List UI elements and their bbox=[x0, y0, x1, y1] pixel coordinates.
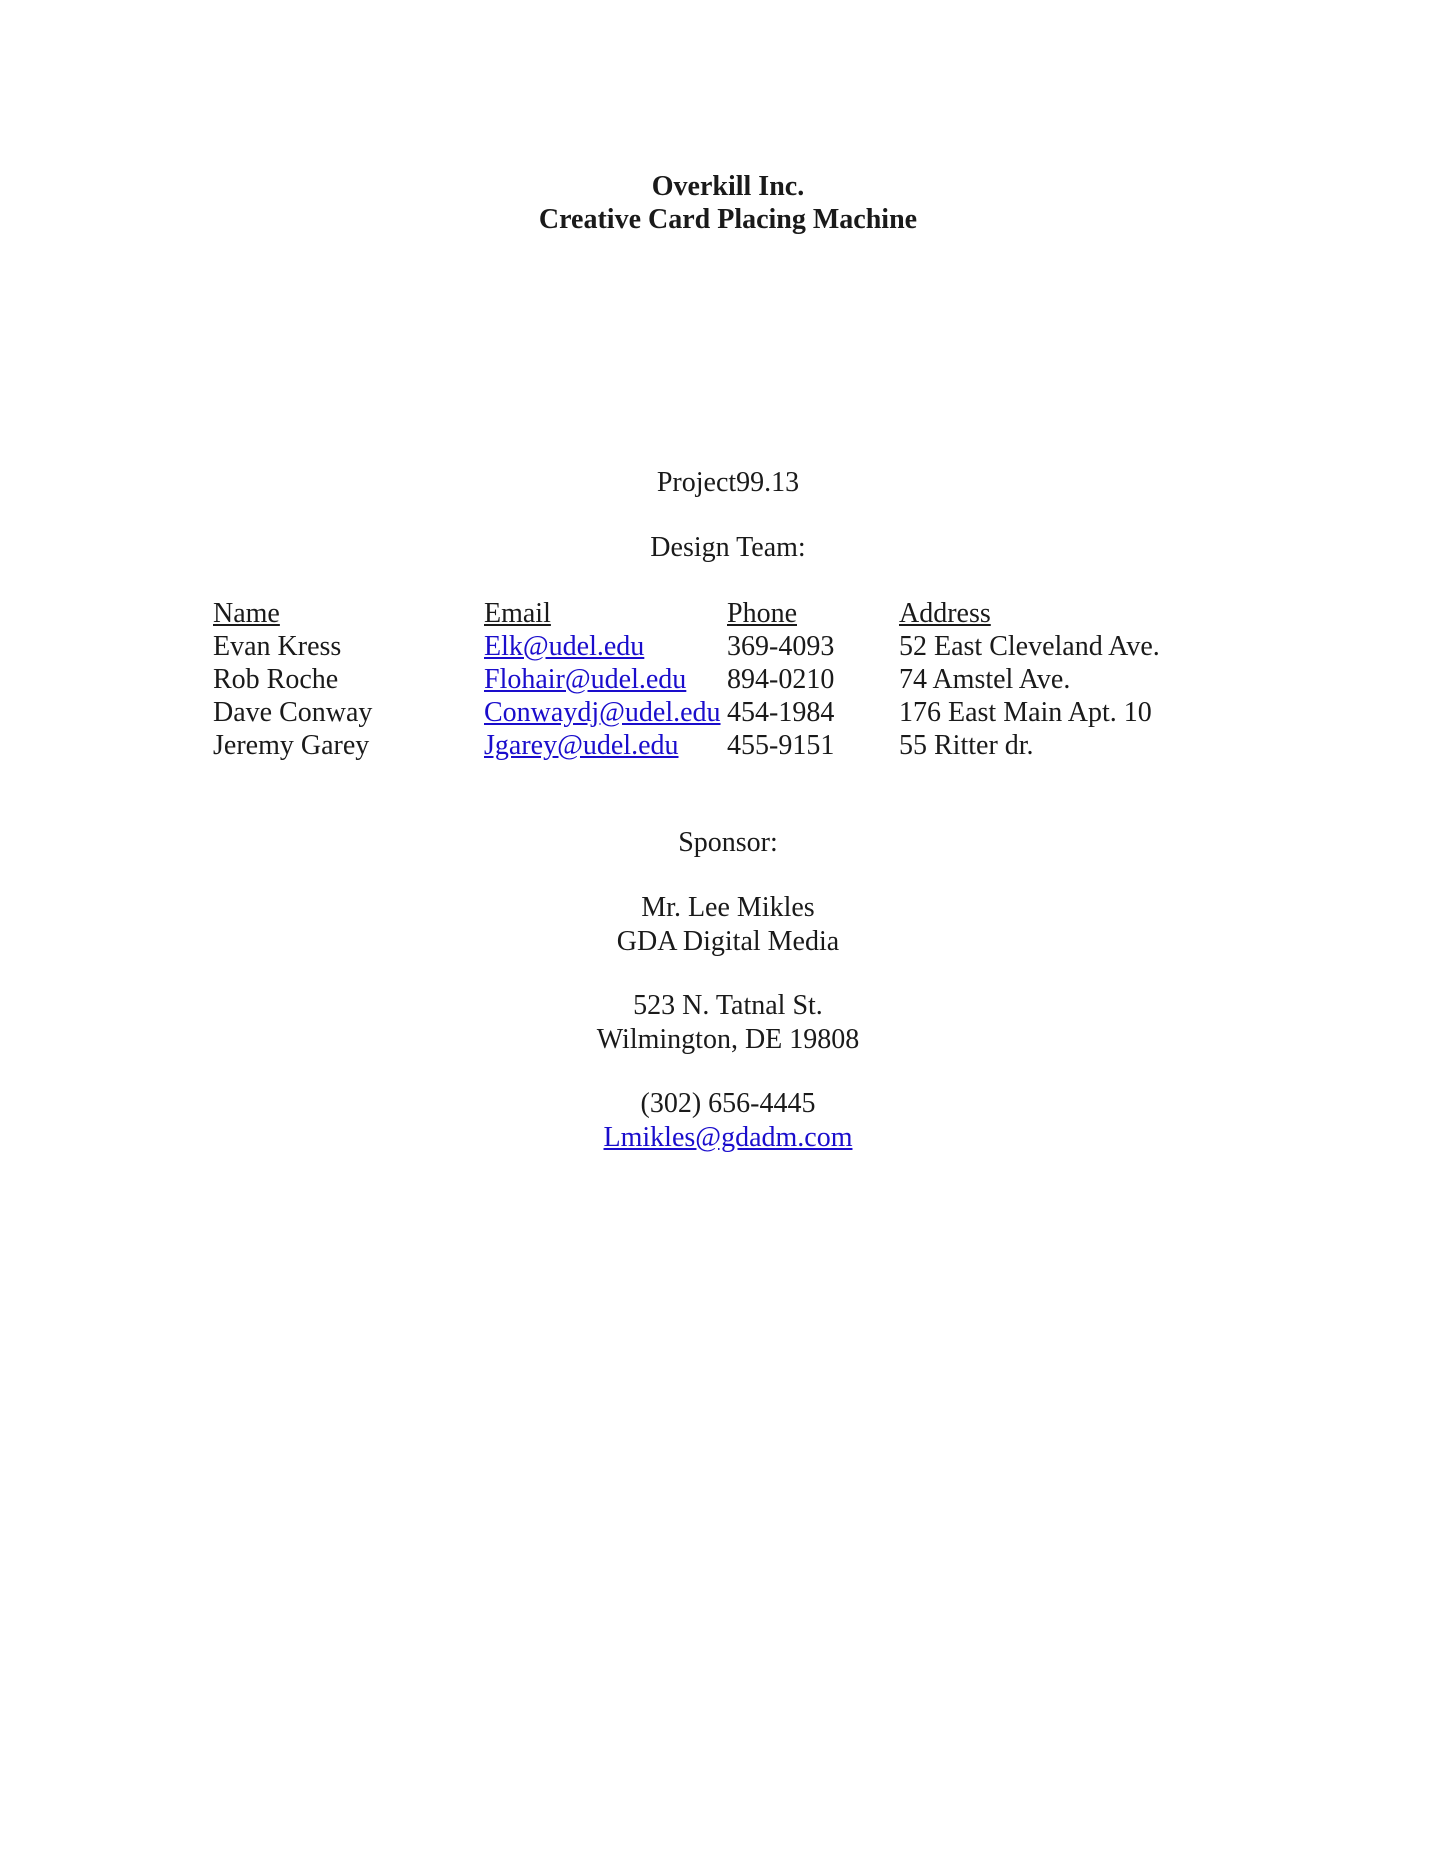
sponsor-identity bbox=[0, 891, 1456, 959]
member-phone: 455-9151 bbox=[727, 730, 835, 761]
member-name: Dave Conway bbox=[213, 697, 373, 728]
design-team-table bbox=[213, 597, 1229, 762]
member-name: Jeremy Garey bbox=[213, 730, 370, 761]
sponsor-contact bbox=[0, 1087, 1456, 1155]
sponsor-label: Sponsor: bbox=[678, 827, 778, 858]
member-email-link[interactable]: Jgarey@udel.edu bbox=[484, 730, 679, 761]
member-email-link[interactable]: Elk@udel.edu bbox=[484, 631, 645, 662]
header-email: Email bbox=[484, 598, 551, 629]
table-row bbox=[213, 663, 1229, 696]
title-block bbox=[0, 170, 1456, 236]
member-name: Rob Roche bbox=[213, 664, 339, 695]
table-header-row bbox=[213, 597, 1229, 630]
member-email-link[interactable]: Flohair@udel.edu bbox=[484, 664, 687, 695]
sponsor-address bbox=[0, 989, 1456, 1057]
header-phone: Phone bbox=[727, 598, 797, 629]
header-address: Address bbox=[899, 598, 991, 629]
sponsor-email-link[interactable]: Lmikles@gdadm.com bbox=[603, 1122, 853, 1153]
sponsor-name: Mr. Lee Mikles bbox=[641, 892, 815, 923]
sponsor-city: Wilmington, DE 19808 bbox=[596, 1024, 860, 1055]
member-address: 52 East Cleveland Ave. bbox=[899, 631, 1160, 662]
sponsor-phone: (302) 656-4445 bbox=[640, 1088, 816, 1119]
member-address: 176 East Main Apt. 10 bbox=[899, 697, 1152, 728]
sponsor-street: 523 N. Tatnal St. bbox=[633, 990, 823, 1021]
table-row bbox=[213, 696, 1229, 729]
table-row bbox=[213, 729, 1229, 762]
company-title: Overkill Inc. bbox=[651, 171, 805, 202]
member-phone: 369-4093 bbox=[727, 631, 835, 662]
member-email-link[interactable]: Conwaydj@udel.edu bbox=[484, 697, 721, 728]
member-phone: 894-0210 bbox=[727, 664, 835, 695]
sponsor-company: GDA Digital Media bbox=[616, 926, 840, 957]
project-number: Project99.13 bbox=[656, 467, 800, 498]
member-address: 74 Amstel Ave. bbox=[899, 664, 1071, 695]
member-name: Evan Kress bbox=[213, 631, 342, 662]
table-row bbox=[213, 630, 1229, 663]
member-phone: 454-1984 bbox=[727, 697, 835, 728]
design-team-label: Design Team: bbox=[650, 532, 806, 563]
header-name: Name bbox=[213, 598, 280, 629]
member-address: 55 Ritter dr. bbox=[899, 730, 1034, 761]
product-title: Creative Card Placing Machine bbox=[538, 204, 918, 235]
